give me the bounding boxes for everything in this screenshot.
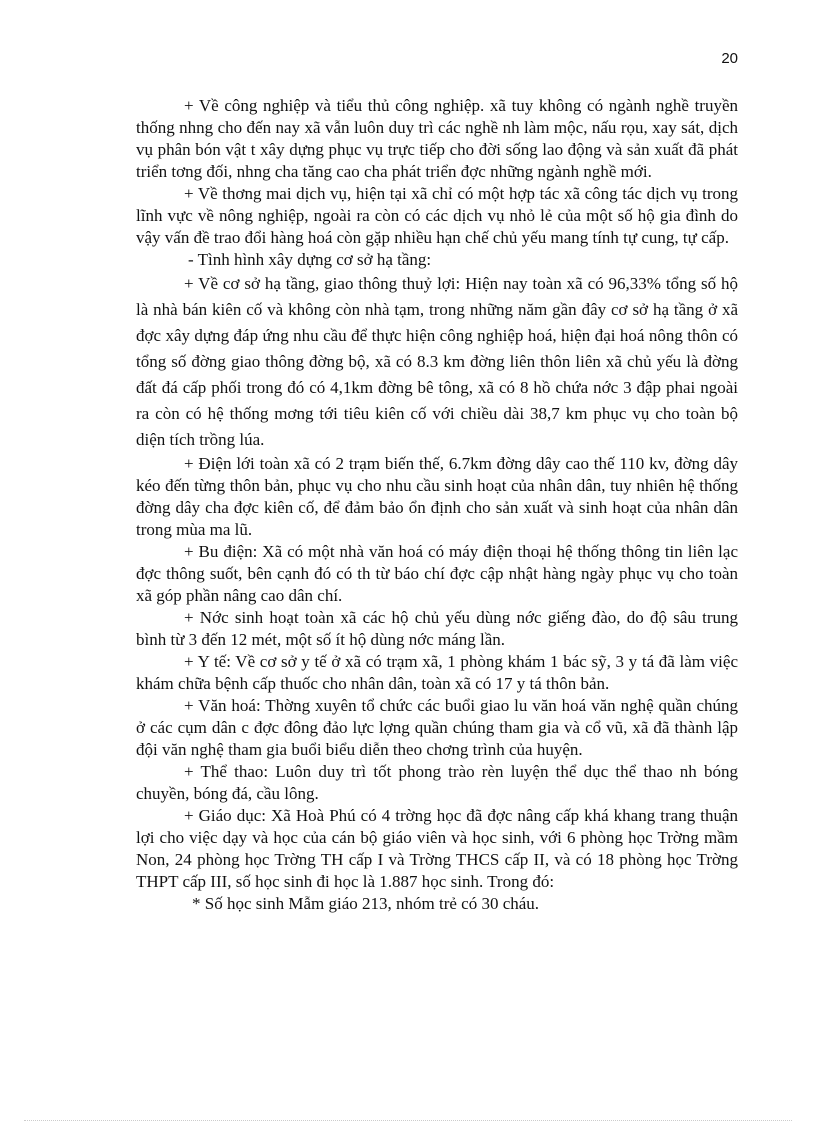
paragraph-commerce-services: + Về thơng mai dịch vụ, hiện tại xã chỉ có một hợp tác xã công tác dịch vụ trong lĩnh vực về nông nghiệp, ngoài ra còn có các dịch vụ nhỏ lẻ của một số hộ gia đình do vậy vấn đề trao đổi hàng hoá còn gặp nhiều hạn chế chủ yếu mang tính tự cung, tự cấp. — [136, 184, 738, 247]
paragraph-electricity: + Điện lới toàn xã có 2 trạm biến thế, 6.7km đờng dây cao thế 110 kv, đờng dây kéo đến từng thôn bản, phục vụ cho nhu cầu sinh hoạt của nhân dân, tuy nhiên hệ thống đờng dây cha đợc kiên cố, để đảm bảo ổn định cho sản xuất và sinh hoạt của nhân dân trong mùa ma lũ. — [136, 454, 738, 539]
paragraph-infrastructure-heading: - Tình hình xây dựng cơ sở hạ tầng: — [188, 250, 432, 269]
paragraph-sports: + Thể thao: Luôn duy trì tốt phong trào rèn luyện thể dục thể thao nh bóng chuyền, bóng đá, cầu lông. — [136, 762, 738, 803]
paragraph-health: + Y tế: Về cơ sở y tế ở xã có trạm xã, 1 phòng khám 1 bác sỹ, 3 y tá đã làm việc khám chữa bệnh cấp thuốc cho nhân dân, toàn xã có 17 y tá thôn bản. — [136, 652, 738, 693]
document-body — [136, 95, 738, 915]
page-bottom-divider — [24, 1120, 792, 1121]
paragraph-post-office: + Bu điện: Xã có một nhà văn hoá có máy điện thoại hệ thống thông tin liên lạc đợc thông suốt, bên cạnh đó có th từ báo chí đợc cập nhật hàng ngày phục vụ cho toàn xã góp phần nâng cao dân chí. — [136, 542, 738, 605]
paragraph-infrastructure-transport: + Về cơ sở hạ tầng, giao thông thuỷ lợi: Hiện nay toàn xã có 96,33% tổng số hộ là nhà bán kiên cố và không còn nhà tạm, trong những năm gần đây cơ sở hạ tầng ở xã đợc xây dựng đáp ứng nhu cầu để thực hiện công nghiệp hoá, hiện đại hoá nông thôn có tổng số đờng giao thông đờng bộ, xã có 8.3 km đờng liên thôn liên xã chủ yếu là đờng đất đá cấp phối trong đó có 4,1km đờng bê tông, xã có 8 hồ chứa nớc 3 đập phai ngoài ra còn có hệ thống mơng tới tiêu kiên cố với chiều dài 38,7 km phục vụ cho toàn bộ diện tích trồng lúa. — [136, 274, 738, 449]
paragraph-culture: + Văn hoá: Thờng xuyên tổ chức các buổi giao lu văn hoá văn nghệ quần chúng ở các cụm dân c đợc đông đảo lực lợng quần chúng tham gia và cổ vũ, xã đã thành lập đội văn nghệ tham gia buổi biểu diễn theo chơng trình của huyện. — [136, 696, 738, 759]
paragraph-water: + Nớc sinh hoạt toàn xã các hộ chủ yếu dùng nớc giếng đào, do độ sâu trung bình từ 3 đến 12 mét, một số ít hộ dùng nớc máng lần. — [136, 608, 738, 649]
paragraph-kindergarten-note: * Số học sinh Mẫm giáo 213, nhóm trẻ có 30 cháu. — [192, 894, 540, 913]
page-number: 20 — [721, 50, 738, 67]
paragraph-industry: + Về công nghiệp và tiểu thủ công nghiệp. xã tuy không có ngành nghề truyền thống nhng cho đến nay xã vẫn luôn duy trì các nghề nh làm mộc, nấu rọu, xay sát, dịch vụ phân bón vật t xây dựng phục vụ trực tiếp cho đời sống lao động và sản xuất đã phát triển tơng đối, nhng cha tăng cao cha phát triển đợc những ngành nghề mới. — [136, 96, 738, 181]
paragraph-education: + Giáo dục: Xã Hoà Phú có 4 trờng học đã đợc nâng cấp khá khang trang thuận lợi cho việc dạy và học của cán bộ giáo viên và học sinh, với 6 phòng học Trờng mầm Non, 24 phòng học Trờng TH cấp I và Trờng THCS cấp II, và có 18 phòng học Trờng THPT cấp III, số học sinh đi học là 1.887 học sinh. Trong đó: — [136, 806, 738, 891]
